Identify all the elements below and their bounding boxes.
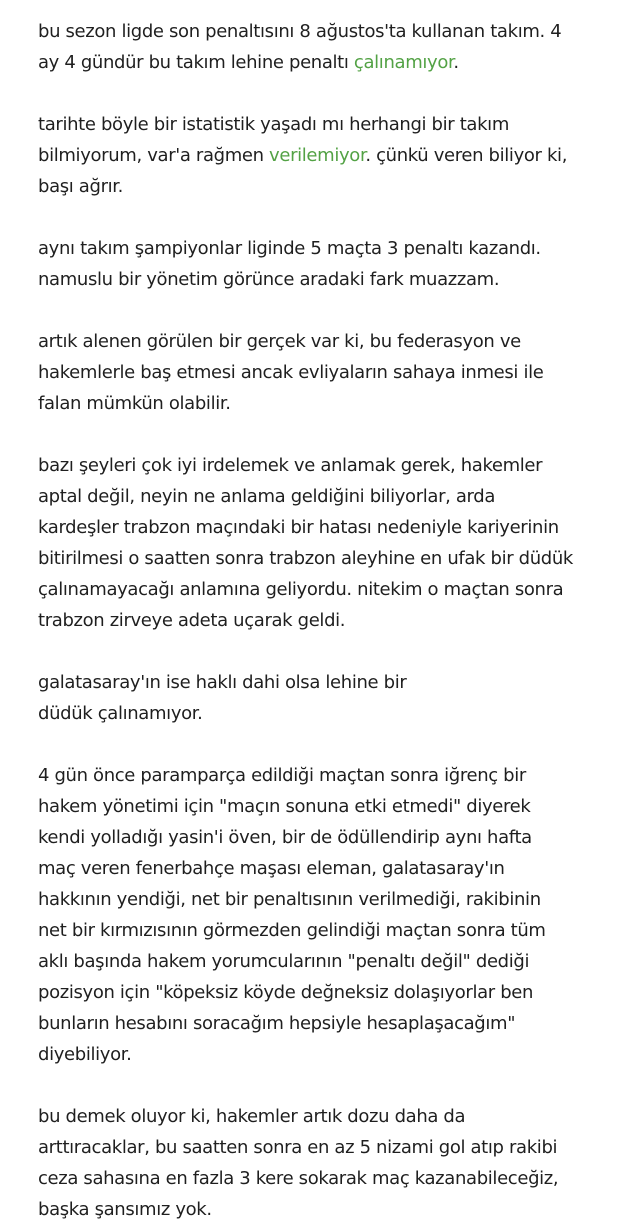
link-verilemiyor[interactable]: verilemiyor: [269, 145, 366, 166]
paragraph: bu demek oluyor ki, hakemler artık dozu daha da arttıracaklar, bu saatten sonra en az 5 nizami gol atıp rakibi ceza sahasına en fazla 3 kere sokarak maç kazanabileceğiz, başka şansımız yok.: [38, 1106, 559, 1220]
link-calinamiyor[interactable]: çalınamıyor: [353, 52, 454, 73]
entry-content: [38, 0, 634, 1225]
paragraph: aynı takım şampiyonlar liginde 5 maçta 3 penaltı kazandı. namuslu bir yönetim görünce aradaki fark muazzam.: [38, 238, 541, 290]
paragraph: bazı şeyleri çok iyi irdelemek ve anlamak gerek, hakemler aptal değil, neyin ne anlama geldiğini biliyorlar, arda kardeşler trabzon maçındaki bir hatası nedeniyle kariyerinin bitirilmesi o saatten sonra trabzon aleyhine en ufak bir düdük çalınamayacağı anlamına geliyordu. nitekim o maçtan sonra trabzon zirveye adeta uçarak geldi.: [38, 455, 573, 631]
paragraph-text: . çünkü veren biliyor ki, başı ağrır.: [38, 145, 568, 197]
paragraph: artık alenen görülen bir gerçek var ki, bu federasyon ve hakemlerle baş etmesi ancak evliyaların sahaya inmesi ile falan mümkün olabilir.: [38, 331, 544, 414]
paragraph-text: .: [453, 52, 459, 73]
paragraph: [38, 109, 634, 202]
paragraph: galatasaray'ın ise haklı dahi olsa lehine bir düdük çalınamıyor.: [38, 672, 407, 724]
paragraph: 4 gün önce paramparça edildiği maçtan sonra iğrenç bir hakem yönetimi için "maçın sonuna etki etmedi" diyerek kendi yolladığı yasin'i öven, bir de ödüllendirip aynı hafta maç veren fenerbahçe maşası eleman, galatasaray'ın hakkının yendiği, net bir penaltısının verilmediği, rakibinin net bir kırmızısının görmezden gelindiği maçtan sonra tüm aklı başında hakem yorumcularının "penaltı değil" dediği pozisyon için "köpeksiz köyde değneksiz dolaşıyorlar ben bunların hesabını soracağım hepsiyle hesaplaşacağım" diyebiliyor.: [38, 765, 546, 1065]
paragraph: [38, 16, 634, 78]
paragraph-text: bu sezon ligde son penaltısını 8 ağustos'ta kullanan takım. 4 ay 4 gündür bu takım lehine penaltı: [38, 21, 562, 73]
paragraph-text: tarihte böyle bir istatistik yaşadı mı herhangi bir takım bilmiyorum, var'a rağmen: [38, 114, 509, 166]
